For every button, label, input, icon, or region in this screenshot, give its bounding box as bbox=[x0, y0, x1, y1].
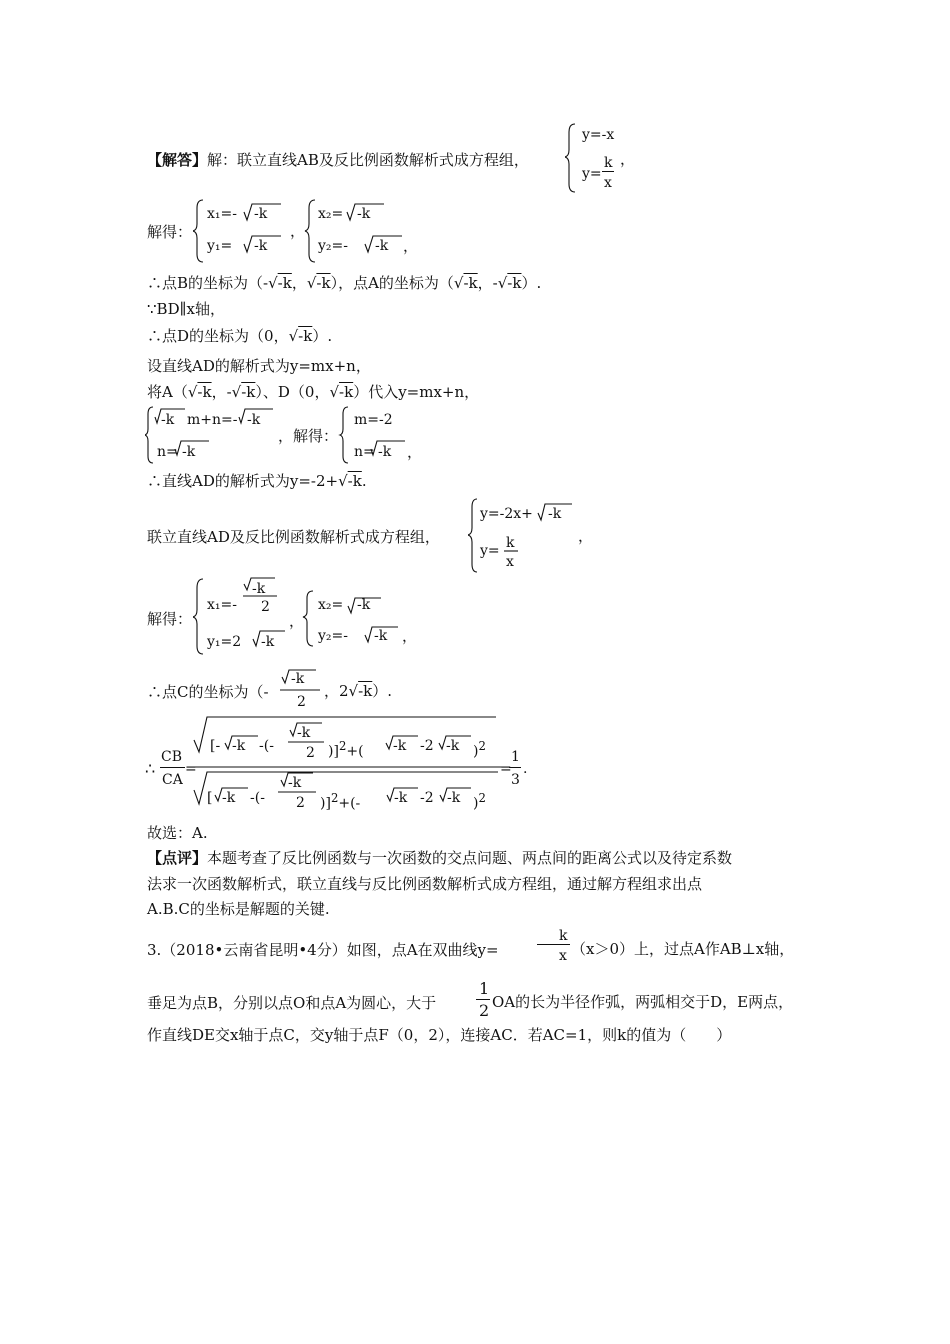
frac-den-x: x bbox=[604, 175, 612, 191]
radicand: -k bbox=[197, 383, 212, 401]
radicand: -k bbox=[252, 581, 266, 597]
frac-den-x: x bbox=[506, 554, 514, 570]
comma: ， bbox=[289, 612, 305, 630]
radicand: -k bbox=[378, 444, 392, 460]
radicand: -k bbox=[447, 790, 461, 806]
comma: ， bbox=[407, 443, 423, 461]
text: ）. bbox=[312, 327, 333, 345]
set-ad: 设直线AD的解析式为y=mx+n， bbox=[147, 357, 371, 375]
sqrt-neg-k: √-k bbox=[306, 274, 331, 292]
q3-line1-pre: 3.（2018•云南省昆明•4分）如图，点A在双曲线y= bbox=[147, 941, 499, 959]
ad-expression bbox=[147, 471, 367, 491]
text: ）. bbox=[521, 274, 542, 292]
sys2b-x: x₂= bbox=[318, 206, 344, 222]
text: ， bbox=[291, 274, 307, 292]
result-den: 3 bbox=[511, 772, 520, 788]
comment-tag: 【点评】 bbox=[147, 849, 208, 867]
radicand: -k bbox=[247, 412, 261, 428]
points-ab bbox=[147, 273, 541, 293]
comment-line-3: A.B.C的坐标是解题的关键. bbox=[147, 900, 330, 918]
brace bbox=[303, 591, 313, 646]
q3-line2-pre: 垂足为点B，分别以点O和点A为圆心，大于 bbox=[147, 994, 437, 1012]
text: ，- bbox=[477, 274, 498, 292]
q3-line2-post: OA的长为半径作弧，两弧相交于D，E两点， bbox=[492, 993, 794, 1011]
brace bbox=[193, 200, 203, 262]
sys3-solve: ，解得： bbox=[278, 427, 339, 445]
radicand: -k bbox=[394, 790, 408, 806]
solve-label-2: 解得： bbox=[147, 610, 193, 628]
sys1-eq2-lhs: y= bbox=[582, 166, 602, 182]
radicand: -k bbox=[347, 472, 362, 490]
radicand: -k bbox=[374, 628, 388, 644]
text: ）代入y=mx+n， bbox=[353, 383, 480, 401]
frac-num-k: k bbox=[506, 535, 515, 551]
sqrt-neg-k: √-k bbox=[497, 274, 522, 292]
brace bbox=[340, 407, 348, 463]
brace bbox=[565, 124, 575, 192]
radicand: -k bbox=[288, 775, 302, 791]
intro-text: 解：联立直线AB及反比例函数解析式成方程组， bbox=[207, 151, 529, 169]
comma: ， bbox=[290, 222, 306, 240]
sqrt-neg-k: √-k bbox=[348, 682, 373, 700]
text: ，2 bbox=[324, 682, 349, 700]
q3-line3: 作直线DE交x轴于点C，交y轴于点F（0，2），连接AC．若AC=1，则k的值为（ ） bbox=[147, 1026, 732, 1044]
radicand: -k bbox=[507, 274, 522, 292]
cb: CB bbox=[161, 749, 182, 765]
radicand: -k bbox=[298, 327, 313, 345]
radicand: -k bbox=[316, 274, 331, 292]
radicand: -k bbox=[297, 725, 311, 741]
sys4-l2: n= bbox=[354, 444, 375, 460]
den-part: )]$^2$+(- bbox=[320, 791, 361, 812]
radicand: -k bbox=[357, 206, 371, 222]
frac-num-k: k bbox=[604, 155, 613, 171]
comment-line-1 bbox=[147, 848, 732, 868]
half-den: 2 bbox=[479, 1001, 490, 1020]
sqrt-neg-k: √-k bbox=[453, 274, 478, 292]
denominator: 2 bbox=[306, 745, 315, 761]
frac-bar bbox=[509, 767, 521, 768]
den-part: -(- bbox=[250, 790, 265, 806]
radicand: -k bbox=[446, 738, 460, 754]
point-c-post bbox=[324, 682, 392, 700]
radicand: -k bbox=[241, 383, 256, 401]
radicand: -k bbox=[254, 238, 268, 254]
point-c-pre: ∴点C的坐标为（- bbox=[147, 683, 269, 701]
radicand: -k bbox=[357, 597, 371, 613]
comment-line-2: 法求一次函数解析式，联立直线与反比例函数解析式成方程组，通过解方程组求出点 bbox=[147, 875, 703, 893]
frac-bar bbox=[537, 944, 570, 945]
den-part: [ bbox=[207, 790, 213, 806]
text: ）、D（0， bbox=[255, 383, 330, 401]
text: ），点A的坐标为（ bbox=[330, 274, 454, 292]
num-part: -(- bbox=[259, 738, 274, 754]
answer-tag: 【解答】 bbox=[147, 151, 208, 169]
radicand: -k bbox=[548, 506, 562, 522]
frac-bar bbox=[476, 999, 490, 1000]
sqrt-neg-k: √-k bbox=[338, 472, 362, 490]
radicand: -k bbox=[254, 206, 268, 222]
sys2a-y: y₁= bbox=[207, 238, 233, 254]
sys1-eq1: y=-x bbox=[582, 127, 615, 143]
radicand: -k bbox=[182, 444, 196, 460]
sys2b-y: y₂=- bbox=[318, 238, 348, 254]
period: . bbox=[523, 761, 528, 777]
sys6b-y: y₂=- bbox=[318, 628, 348, 644]
text: ∴直线AD的解析式为y=-2+ bbox=[147, 472, 339, 490]
text: ∴点D的坐标为（0， bbox=[147, 327, 289, 345]
sys6a-y: y₁=2 bbox=[207, 634, 242, 650]
comma: ， bbox=[403, 237, 419, 255]
radicand: -k bbox=[339, 383, 354, 401]
text: . bbox=[361, 472, 367, 490]
radicand: -k bbox=[261, 634, 275, 650]
choice: 故选：A. bbox=[147, 824, 208, 842]
sys6b-x: x₂= bbox=[318, 597, 344, 613]
radicand: -k bbox=[277, 274, 292, 292]
num-part: -2 bbox=[420, 738, 434, 754]
sqrt-neg-k: √-k bbox=[268, 274, 292, 292]
comma: ， bbox=[620, 150, 636, 168]
equals: = bbox=[500, 761, 512, 777]
sys6a-x: x₁=- bbox=[207, 597, 237, 613]
sys5-l1: y=-2x+ bbox=[480, 506, 533, 522]
sys5-l2: y= bbox=[480, 543, 500, 559]
text: ，- bbox=[211, 383, 232, 401]
sys4-l1: m=-2 bbox=[354, 412, 393, 428]
half-num: 1 bbox=[479, 979, 490, 998]
q3-frac-num: k bbox=[559, 928, 568, 944]
brace bbox=[305, 200, 315, 262]
brace bbox=[468, 499, 477, 572]
text: ）. bbox=[372, 682, 393, 700]
bd-parallel: ∵BD∥x轴， bbox=[147, 300, 225, 318]
num-part: )]$^2$+( bbox=[328, 739, 364, 760]
radicand: -k bbox=[463, 274, 478, 292]
combine-ad: 联立直线AD及反比例函数解析式成方程组， bbox=[147, 528, 440, 546]
denominator: 2 bbox=[261, 599, 270, 615]
comma: ， bbox=[578, 527, 594, 545]
solve-label-1: 解得： bbox=[147, 223, 193, 241]
q3-line1-post: （x＞0）上，过点A作AB⊥x轴， bbox=[571, 940, 795, 958]
radicand: -k bbox=[161, 412, 175, 428]
frac-bar bbox=[602, 171, 614, 172]
sqrt-neg-k: √-k bbox=[231, 383, 256, 401]
comment-text: 本题考查了反比例函数与一次函数的交点问题、两点间的距离公式以及待定系数 bbox=[207, 849, 733, 867]
comma: ， bbox=[402, 627, 418, 645]
brace bbox=[145, 407, 153, 463]
substitute bbox=[147, 382, 479, 402]
radicand: -k bbox=[222, 790, 236, 806]
therefore: ∴ bbox=[145, 759, 156, 778]
point-d bbox=[147, 326, 332, 346]
sqrt-neg-k: √-k bbox=[288, 327, 313, 345]
den-part: )$^2$ bbox=[473, 791, 486, 812]
sys3-l2: n= bbox=[157, 444, 178, 460]
radicand: -k bbox=[393, 738, 407, 754]
radicand: -k bbox=[358, 682, 373, 700]
num-part: [- bbox=[210, 738, 221, 754]
sqrt-neg-k: √-k bbox=[187, 383, 212, 401]
brace bbox=[193, 579, 203, 654]
sys2a-x: x₁=- bbox=[207, 206, 237, 222]
denominator: 2 bbox=[297, 694, 306, 710]
solution-intro bbox=[147, 150, 529, 170]
ca: CA bbox=[162, 772, 183, 788]
text: 将A（ bbox=[147, 383, 188, 401]
equals: = bbox=[185, 761, 197, 777]
result-num: 1 bbox=[511, 749, 520, 765]
text: ∴点B的坐标为（- bbox=[147, 274, 269, 292]
den-part: -2 bbox=[420, 790, 434, 806]
frac-bar bbox=[160, 767, 185, 768]
sys3-l1: m+n=- bbox=[187, 412, 238, 428]
radicand: -k bbox=[291, 671, 305, 687]
radicand: -k bbox=[232, 738, 246, 754]
sqrt-neg-k: √-k bbox=[329, 383, 354, 401]
radicand: -k bbox=[375, 238, 389, 254]
denominator: 2 bbox=[296, 795, 305, 811]
num-part: )$^2$ bbox=[473, 739, 486, 760]
q3-frac-den: x bbox=[559, 948, 567, 964]
